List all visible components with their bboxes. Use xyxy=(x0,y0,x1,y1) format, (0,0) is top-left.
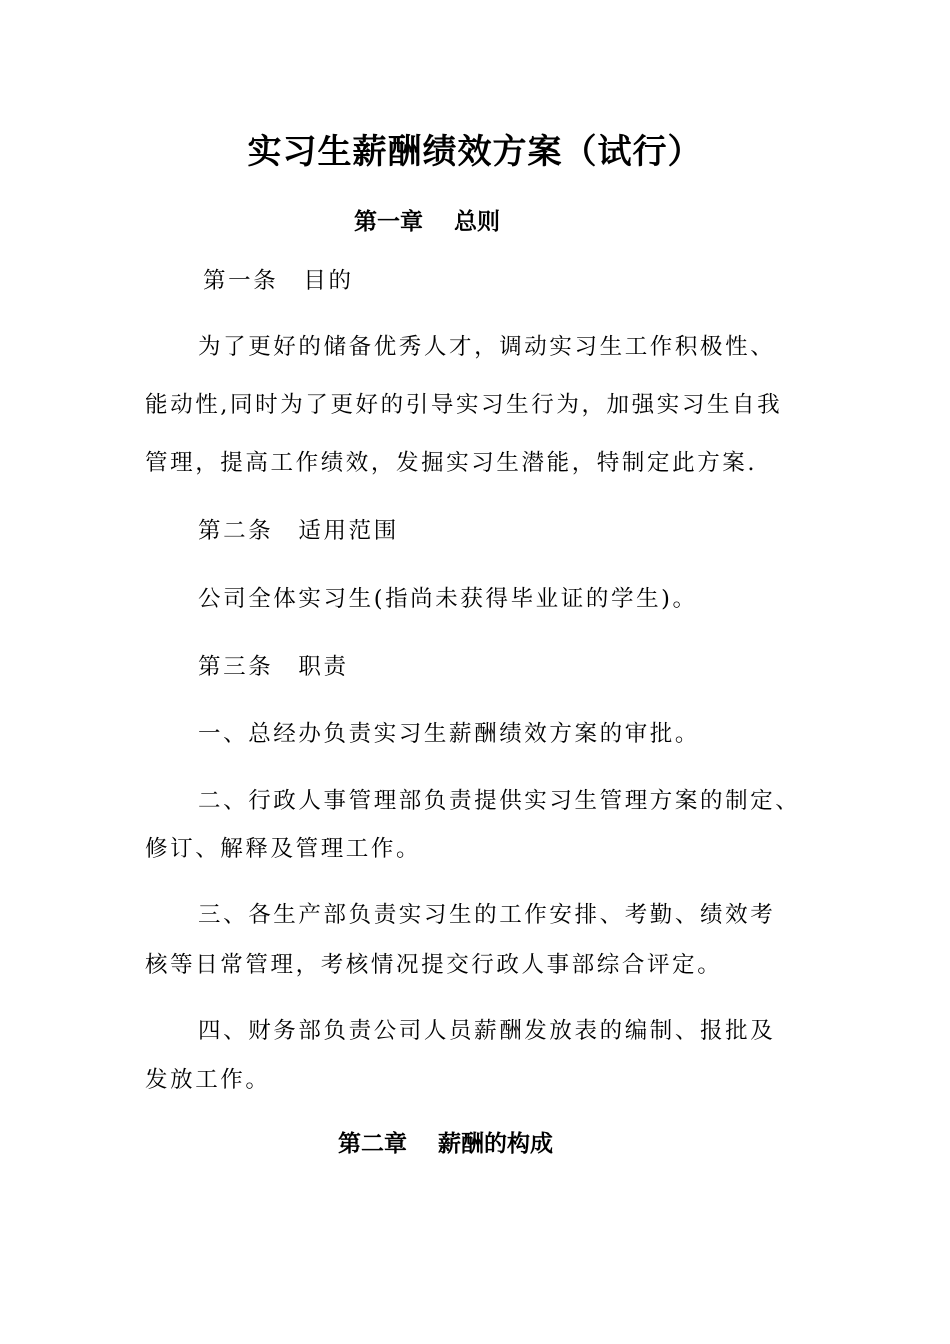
document-title: 实习生薪酬绩效方案（试行） xyxy=(247,132,703,172)
article-2-text: 公司全体实习生(指尚未获得毕业证的学生)。 xyxy=(198,586,698,612)
duty-2-line-2: 修订、解释及管理工作。 xyxy=(145,836,422,862)
article-1-heading: 第一条 目的 xyxy=(203,268,354,294)
duty-1: 一、总经办负责实习生薪酬绩效方案的审批。 xyxy=(198,721,701,747)
article-1-line-2: 能动性,同时为了更好的引导实习生行为，加强实习生自我 xyxy=(145,392,783,418)
chapter-1-heading: 第一章 总则 xyxy=(354,209,501,235)
duty-4-line-2: 发放工作。 xyxy=(145,1067,271,1093)
duty-3-line-2: 核等日常管理，考核情况提交行政人事部综合评定。 xyxy=(145,952,723,978)
article-3-heading: 第三条 职责 xyxy=(198,654,349,680)
chapter-2-heading: 第二章 薪酬的构成 xyxy=(338,1131,554,1157)
article-1-line-3: 管理，提高工作绩效，发掘实习生潜能，特制定此方案. xyxy=(145,450,758,476)
duty-3-line-1: 三、各生产部负责实习生的工作安排、考勤、绩效考 xyxy=(198,902,776,928)
duty-4-line-1: 四、财务部负责公司人员薪酬发放表的编制、报批及 xyxy=(198,1018,776,1044)
article-2-heading: 第二条 适用范围 xyxy=(198,518,399,544)
duty-2-line-1: 二、行政人事管理部负责提供实习生管理方案的制定、 xyxy=(198,788,801,814)
article-1-line-1: 为了更好的储备优秀人才，调动实习生工作积极性、 xyxy=(198,334,776,360)
